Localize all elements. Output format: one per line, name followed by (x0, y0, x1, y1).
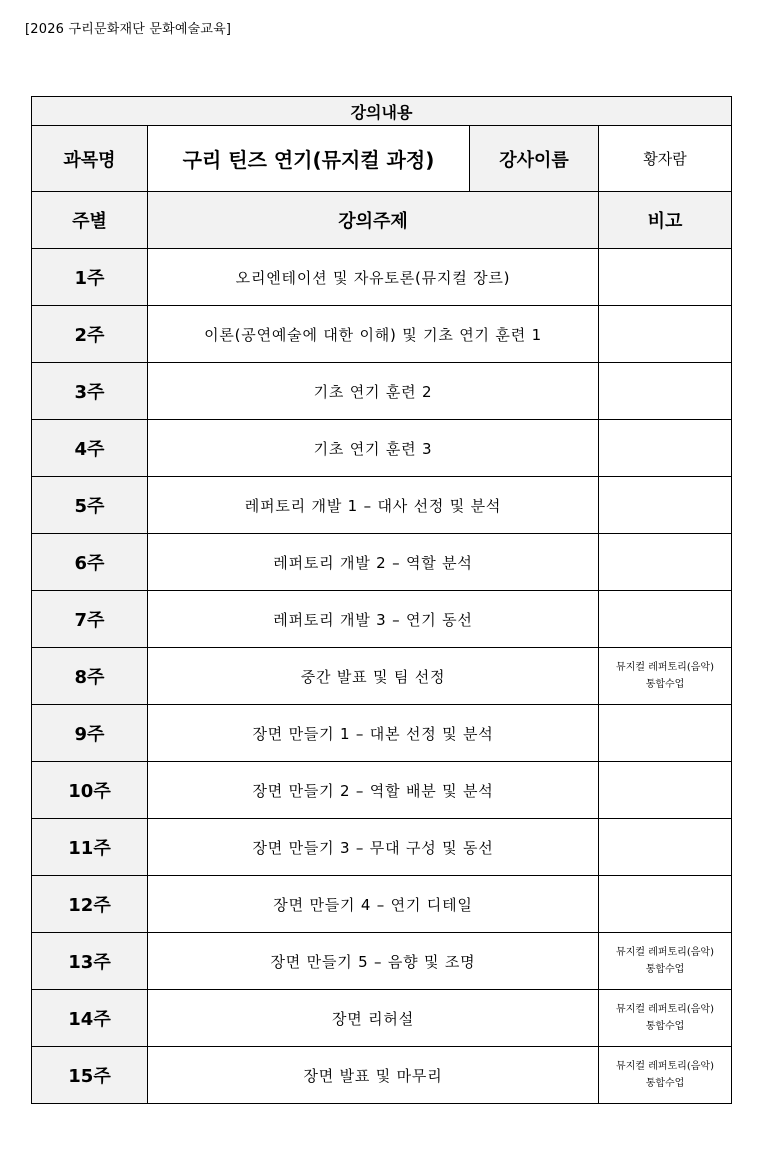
topic-cell: 장면 만들기 1 – 대본 선정 및 분석 (148, 705, 599, 762)
note-cell (599, 591, 732, 648)
note-cell (599, 534, 732, 591)
topic-cell: 기초 연기 훈련 3 (148, 420, 599, 477)
table-title: 강의내용 (32, 97, 732, 126)
column-header-note: 비고 (599, 192, 732, 249)
table-row (32, 648, 732, 705)
topic-cell: 장면 만들기 2 – 역할 배분 및 분석 (148, 762, 599, 819)
table-row (32, 933, 732, 990)
syllabus-table (31, 96, 732, 1104)
instructor-value: 황자람 (599, 126, 732, 192)
note-cell (599, 819, 732, 876)
table-row (32, 420, 732, 477)
note-cell: 뮤지컬 레퍼토리(음악) 통합수업 (599, 990, 732, 1047)
table-row (32, 819, 732, 876)
week-cell: 8주 (32, 648, 148, 705)
table-row (32, 477, 732, 534)
week-cell: 1주 (32, 249, 148, 306)
topic-cell: 레퍼토리 개발 2 – 역할 분석 (148, 534, 599, 591)
note-cell (599, 249, 732, 306)
table-row (32, 363, 732, 420)
table-row (32, 1047, 732, 1104)
week-cell: 5주 (32, 477, 148, 534)
table-row (32, 705, 732, 762)
subject-label: 과목명 (32, 126, 148, 192)
note-cell (599, 363, 732, 420)
column-header-topic: 강의주제 (148, 192, 599, 249)
topic-cell: 장면 만들기 3 – 무대 구성 및 동선 (148, 819, 599, 876)
topic-cell: 장면 만들기 5 – 음향 및 조명 (148, 933, 599, 990)
table-row (32, 306, 732, 363)
week-cell: 11주 (32, 819, 148, 876)
table-row (32, 876, 732, 933)
week-cell: 14주 (32, 990, 148, 1047)
note-cell (599, 477, 732, 534)
week-cell: 6주 (32, 534, 148, 591)
note-cell: 뮤지컬 레퍼토리(음악) 통합수업 (599, 648, 732, 705)
topic-cell: 장면 만들기 4 – 연기 디테일 (148, 876, 599, 933)
week-cell: 10주 (32, 762, 148, 819)
note-cell (599, 762, 732, 819)
week-cell: 9주 (32, 705, 148, 762)
week-cell: 7주 (32, 591, 148, 648)
week-cell: 13주 (32, 933, 148, 990)
table-row (32, 762, 732, 819)
topic-cell: 장면 발표 및 마무리 (148, 1047, 599, 1104)
note-cell (599, 420, 732, 477)
table-row (32, 249, 732, 306)
week-cell: 3주 (32, 363, 148, 420)
column-header-week: 주별 (32, 192, 148, 249)
note-cell: 뮤지컬 레퍼토리(음악) 통합수업 (599, 1047, 732, 1104)
topic-cell: 기초 연기 훈련 2 (148, 363, 599, 420)
note-cell (599, 306, 732, 363)
subject-value: 구리 틴즈 연기(뮤지컬 과정) (148, 126, 470, 192)
topic-cell: 장면 리허설 (148, 990, 599, 1047)
week-cell: 15주 (32, 1047, 148, 1104)
topic-cell: 오리엔테이션 및 자유토론(뮤지컬 장르) (148, 249, 599, 306)
table-row (32, 990, 732, 1047)
topic-cell: 레퍼토리 개발 1 – 대사 선정 및 분석 (148, 477, 599, 534)
instructor-label: 강사이름 (470, 126, 599, 192)
week-cell: 12주 (32, 876, 148, 933)
note-cell (599, 705, 732, 762)
topic-cell: 중간 발표 및 팀 선정 (148, 648, 599, 705)
table-row (32, 591, 732, 648)
note-cell (599, 876, 732, 933)
table-title-row (32, 97, 732, 126)
week-cell: 4주 (32, 420, 148, 477)
column-header-row (32, 192, 732, 249)
subject-info-row (32, 126, 732, 192)
topic-cell: 이론(공연예술에 대한 이해) 및 기초 연기 훈련 1 (148, 306, 599, 363)
note-cell: 뮤지컬 레퍼토리(음악) 통합수업 (599, 933, 732, 990)
table-row (32, 534, 732, 591)
topic-cell: 레퍼토리 개발 3 – 연기 동선 (148, 591, 599, 648)
week-cell: 2주 (32, 306, 148, 363)
document-header-note: [2026 구리문화재단 문화예술교육] (25, 22, 232, 37)
